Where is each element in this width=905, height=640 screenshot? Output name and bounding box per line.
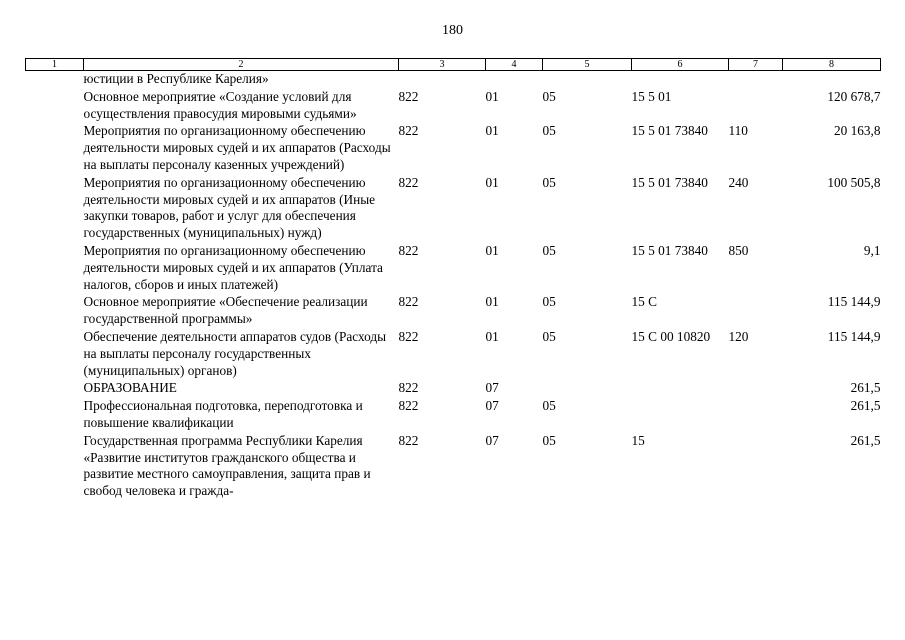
row-amount: 100 505,8 — [827, 174, 881, 190]
table-row — [26, 71, 881, 88]
row-amount: 115 144,9 — [827, 294, 881, 310]
row-admin — [399, 71, 486, 88]
row-name: Основное мероприятие «Создание условий для осуществления правосудия мировыми судьями» — [83, 88, 357, 121]
row-amount: 9,1 — [863, 242, 881, 258]
row-expense — [729, 71, 783, 88]
row-target: 15 5 01 73840 — [631, 242, 708, 258]
row-amount: 261,5 — [850, 380, 881, 396]
row-section: 01 — [485, 294, 499, 310]
row-amount — [783, 71, 881, 88]
row-target — [632, 397, 729, 432]
row-admin: 822 — [398, 328, 419, 344]
row-expense — [729, 88, 783, 123]
column-header-1: 1 — [26, 59, 84, 71]
row-expense — [729, 293, 783, 328]
table-row — [26, 432, 881, 500]
row-admin: 822 — [398, 123, 419, 139]
column-header-8: 8 — [783, 59, 881, 71]
row-subsection: 05 — [542, 398, 556, 414]
row-amount: 261,5 — [850, 432, 881, 448]
row-section: 07 — [485, 380, 499, 396]
row-section: 01 — [485, 328, 499, 344]
row-subsection: 05 — [542, 123, 556, 139]
row-subsection: 05 — [542, 328, 556, 344]
column-header-3: 3 — [399, 59, 486, 71]
table-row — [26, 328, 881, 379]
column-header-2: 2 — [84, 59, 399, 71]
table-row — [26, 397, 881, 432]
table-row — [26, 379, 881, 397]
row-amount: 261,5 — [850, 398, 881, 414]
row-subsection — [543, 71, 632, 88]
row-expense: 240 — [728, 174, 749, 190]
row-expense: 110 — [728, 123, 748, 139]
row-expense — [729, 432, 783, 500]
row-name: Мероприятия по организационному обеспечению деятельности мировых судей и их аппаратов (Иные закупки товаров, работ и услуг для обеспечения государственных (муниципальных) нужд) — [83, 174, 376, 241]
row-subsection — [543, 379, 632, 397]
budget-table — [25, 58, 881, 500]
table-row — [26, 88, 881, 123]
row-name: Обеспечение деятельности аппаратов судов (Расходы на выплаты персоналу государственных (муниципальных) органов) — [83, 328, 387, 378]
row-admin: 822 — [398, 380, 419, 396]
row-amount: 120 678,7 — [827, 88, 881, 104]
row-name: Государственная программа Республики Карелия «Развитие институтов гражданского общества и развитие местного самоуправления, защита прав и свобод человека и гражда- — [83, 432, 371, 499]
row-section: 01 — [485, 242, 499, 258]
table-row — [26, 293, 881, 328]
table-row — [26, 242, 881, 293]
row-name: Мероприятия по организационному обеспечению деятельности мировых судей и их аппаратов (Расходы на выплаты персоналу казенных учреждений) — [83, 123, 391, 172]
row-admin: 822 — [398, 174, 419, 190]
row-name: Мероприятия по организационному обеспечению деятельности мировых судей и их аппаратов (Уплата налогов, сборов и иных платежей) — [83, 242, 383, 292]
row-target — [632, 71, 729, 88]
row-name: Основное мероприятие «Обеспечение реализации государственной программы» — [83, 294, 368, 327]
row-section: 07 — [485, 398, 499, 414]
column-header-4: 4 — [486, 59, 543, 71]
row-subsection: 05 — [542, 242, 556, 258]
row-section: 01 — [485, 123, 499, 139]
page-number: 180 — [442, 23, 463, 38]
column-number-row — [26, 59, 881, 71]
row-subsection: 05 — [542, 294, 556, 310]
row-admin: 822 — [398, 294, 419, 310]
row-name: ОБРАЗОВАНИЕ — [83, 380, 177, 396]
row-name: юстиции в Республике Карелия» — [83, 71, 269, 86]
row-admin: 822 — [398, 398, 419, 414]
row-subsection: 05 — [542, 432, 556, 448]
row-subsection: 05 — [542, 88, 556, 104]
column-header-7: 7 — [729, 59, 783, 71]
row-admin: 822 — [398, 88, 419, 104]
row-expense: 120 — [728, 328, 749, 344]
row-admin: 822 — [398, 432, 419, 448]
table-row — [26, 174, 881, 242]
column-header-6: 6 — [632, 59, 729, 71]
row-section — [486, 71, 543, 88]
row-expense: 850 — [728, 242, 749, 258]
row-target: 15 5 01 73840 — [631, 174, 708, 190]
row-name: Профессиональная подготовка, переподготовка и повышение квалификации — [83, 398, 363, 430]
row-target: 15 5 01 73840 — [631, 123, 708, 139]
row-expense — [729, 397, 783, 432]
row-section: 01 — [485, 174, 499, 190]
row-subsection: 05 — [542, 174, 556, 190]
row-admin: 822 — [398, 242, 419, 258]
row-target — [632, 379, 729, 397]
column-header-5: 5 — [543, 59, 632, 71]
table-row — [26, 122, 881, 173]
row-amount: 115 144,9 — [827, 328, 881, 344]
row-expense — [729, 379, 783, 397]
row-amount: 20 163,8 — [833, 123, 881, 139]
row-section: 01 — [485, 88, 499, 104]
row-section: 07 — [485, 432, 499, 448]
row-target: 15 — [631, 432, 645, 448]
row-target: 15 5 01 — [631, 88, 672, 104]
row-target: 15 С — [631, 294, 657, 310]
row-target: 15 С 00 10820 — [631, 328, 711, 344]
